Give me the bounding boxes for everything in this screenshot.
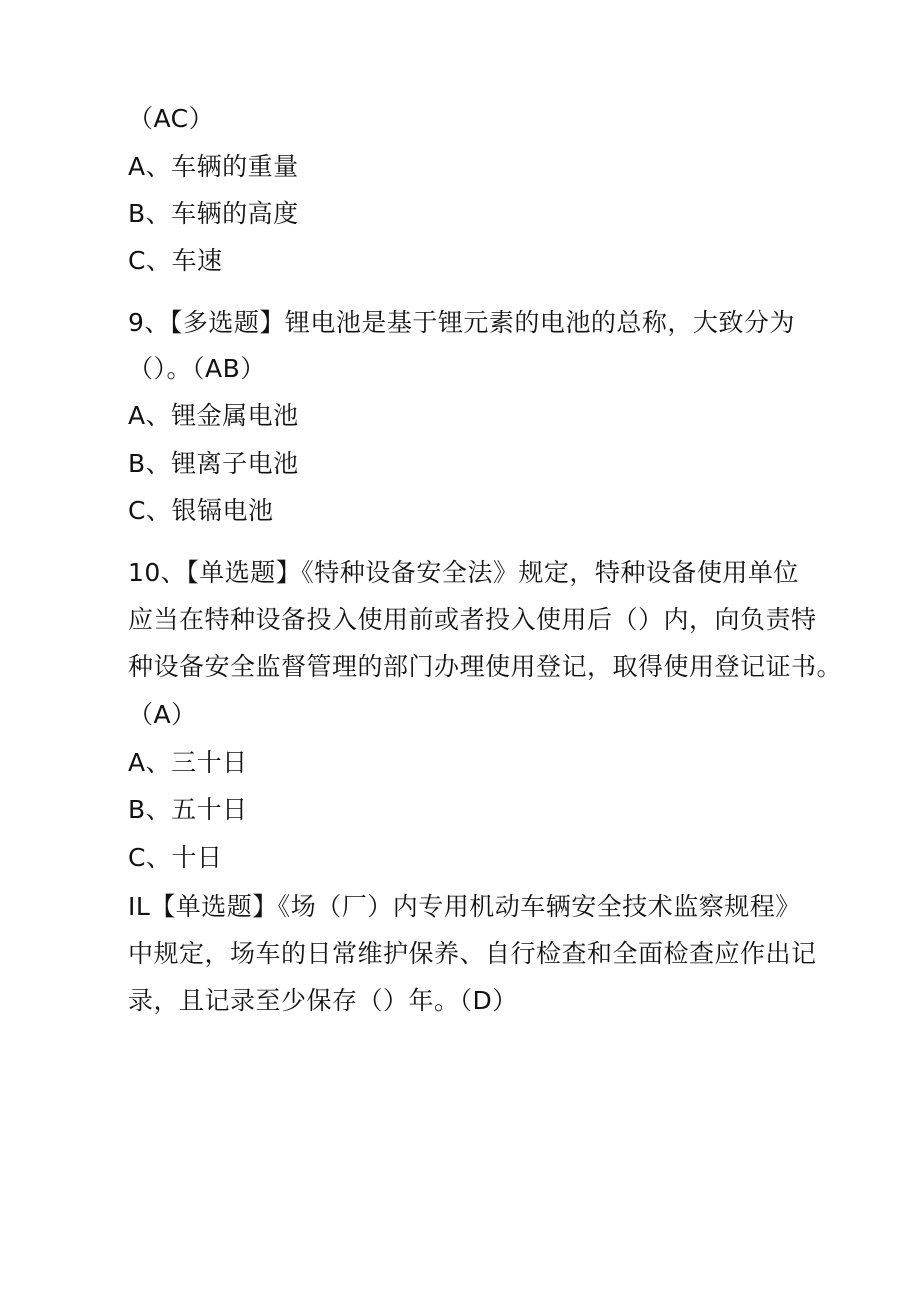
q9-stem-line-1: 9、【多选题】锂电池是基于锂元素的电池的总称，大致分为 (128, 308, 795, 337)
q8-option-c: C、车速 (128, 246, 223, 275)
q11-stem-line-1: IL【单选题】《场（厂）内专用机动车辆安全技术监察规程》 (128, 892, 801, 921)
q8-answer: （AC） (128, 104, 215, 133)
q11-stem-line-2: 中规定，场车的日常维护保养、自行检查和全面检查应作出记 (128, 939, 817, 968)
q10-stem-line-3: 种设备安全监督管理的部门办理使用登记，取得使用登记证书。 (128, 652, 843, 681)
q8-option-a: A、车辆的重量 (128, 152, 299, 181)
q10-option-c: C、十日 (128, 843, 223, 872)
q10-option-b: B、五十日 (128, 795, 248, 824)
q8-option-b: B、车辆的高度 (128, 199, 299, 228)
q9-option-c: C、银镉电池 (128, 496, 274, 525)
q10-stem-line-1: 10、【单选题】《特种设备安全法》规定，特种设备使用单位 (128, 558, 799, 587)
q10-answer: （A） (128, 700, 197, 729)
q9-option-b: B、锂离子电池 (128, 449, 299, 478)
q9-option-a: A、锂金属电池 (128, 401, 299, 430)
q10-option-a: A、三十日 (128, 748, 248, 777)
q11-stem-line-3: 录，且记录至少保存（）年。（D） (128, 986, 518, 1015)
q10-stem-line-2: 应当在特种设备投入使用前或者投入使用后（）内，向负责特 (128, 605, 817, 634)
q9-stem-line-2: （）。（AB） (128, 354, 266, 383)
